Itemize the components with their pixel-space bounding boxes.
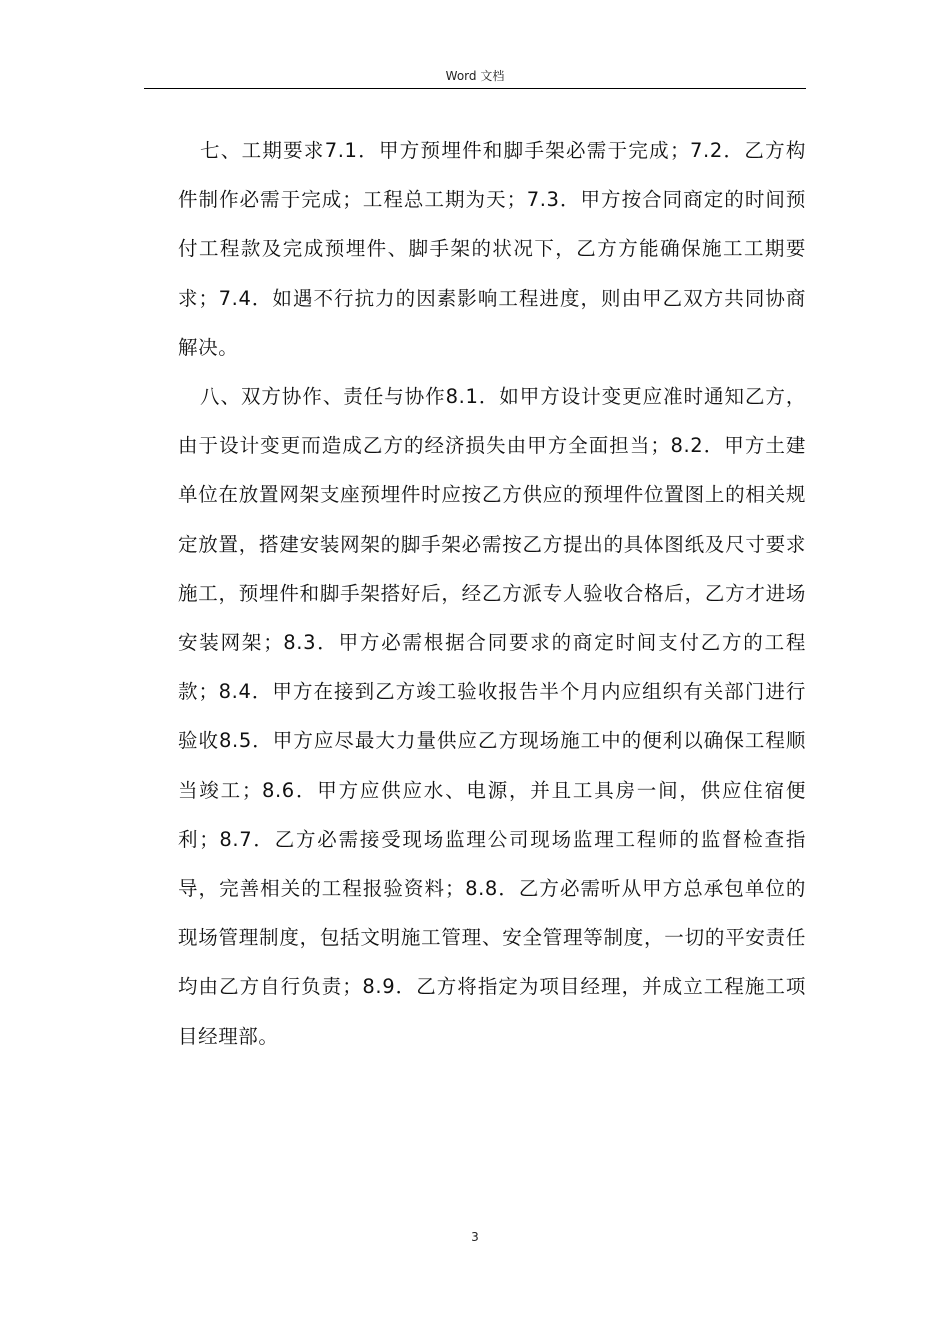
document-body — [178, 126, 806, 1061]
header-title: Word 文档 — [445, 69, 505, 83]
page-header — [144, 64, 806, 89]
paragraph-construction-period: 七、工期要求7.1．甲方预埋件和脚手架必需于完成；7.2．乙方构件制作必需于完成；工程总工期为天；7.3．甲方按合同商定的时间预付工程款及完成预埋件、脚手架的状况下，乙方方能确保施工工期要求；7.4．如遇不行抗力的因素影响工程进度，则由甲乙双方共同协商解决。 — [178, 139, 806, 359]
page-number: 3 — [471, 1230, 479, 1244]
paragraph-cooperation-responsibility: 八、双方协作、责任与协作8.1．如甲方设计变更应准时通知乙方，由于设计变更而造成乙方的经济损失由甲方全面担当；8.2．甲方土建单位在放置网架支座预埋件时应按乙方供应的预埋件位置图上的相关规定放置，搭建安装网架的脚手架必需按乙方提出的具体图纸及尺寸要求施工，预埋件和脚手架搭好后，经乙方派专人验收合格后，乙方才进场安装网架；8.3．甲方必需根据合同要求的商定时间支付乙方的工程款；8.4．甲方在接到乙方竣工验收报告半个月内应组织有关部门进行验收8.5．甲方应尽最大力量供应乙方现场施工中的便利以确保工程顺当竣工；8.6．甲方应供应水、电源，并且工具房一间，供应住宿便利；8.7．乙方必需接受现场监理公司现场监理工程师的监督检查指导，完善相关的工程报验资料；8.8．乙方必需听从甲方总承包单位的现场管理制度，包括文明施工管理、安全管理等制度，一切的平安责任均由乙方自行负责；8.9．乙方将指定为项目经理，并成立工程施工项目经理部。 — [178, 385, 806, 1048]
